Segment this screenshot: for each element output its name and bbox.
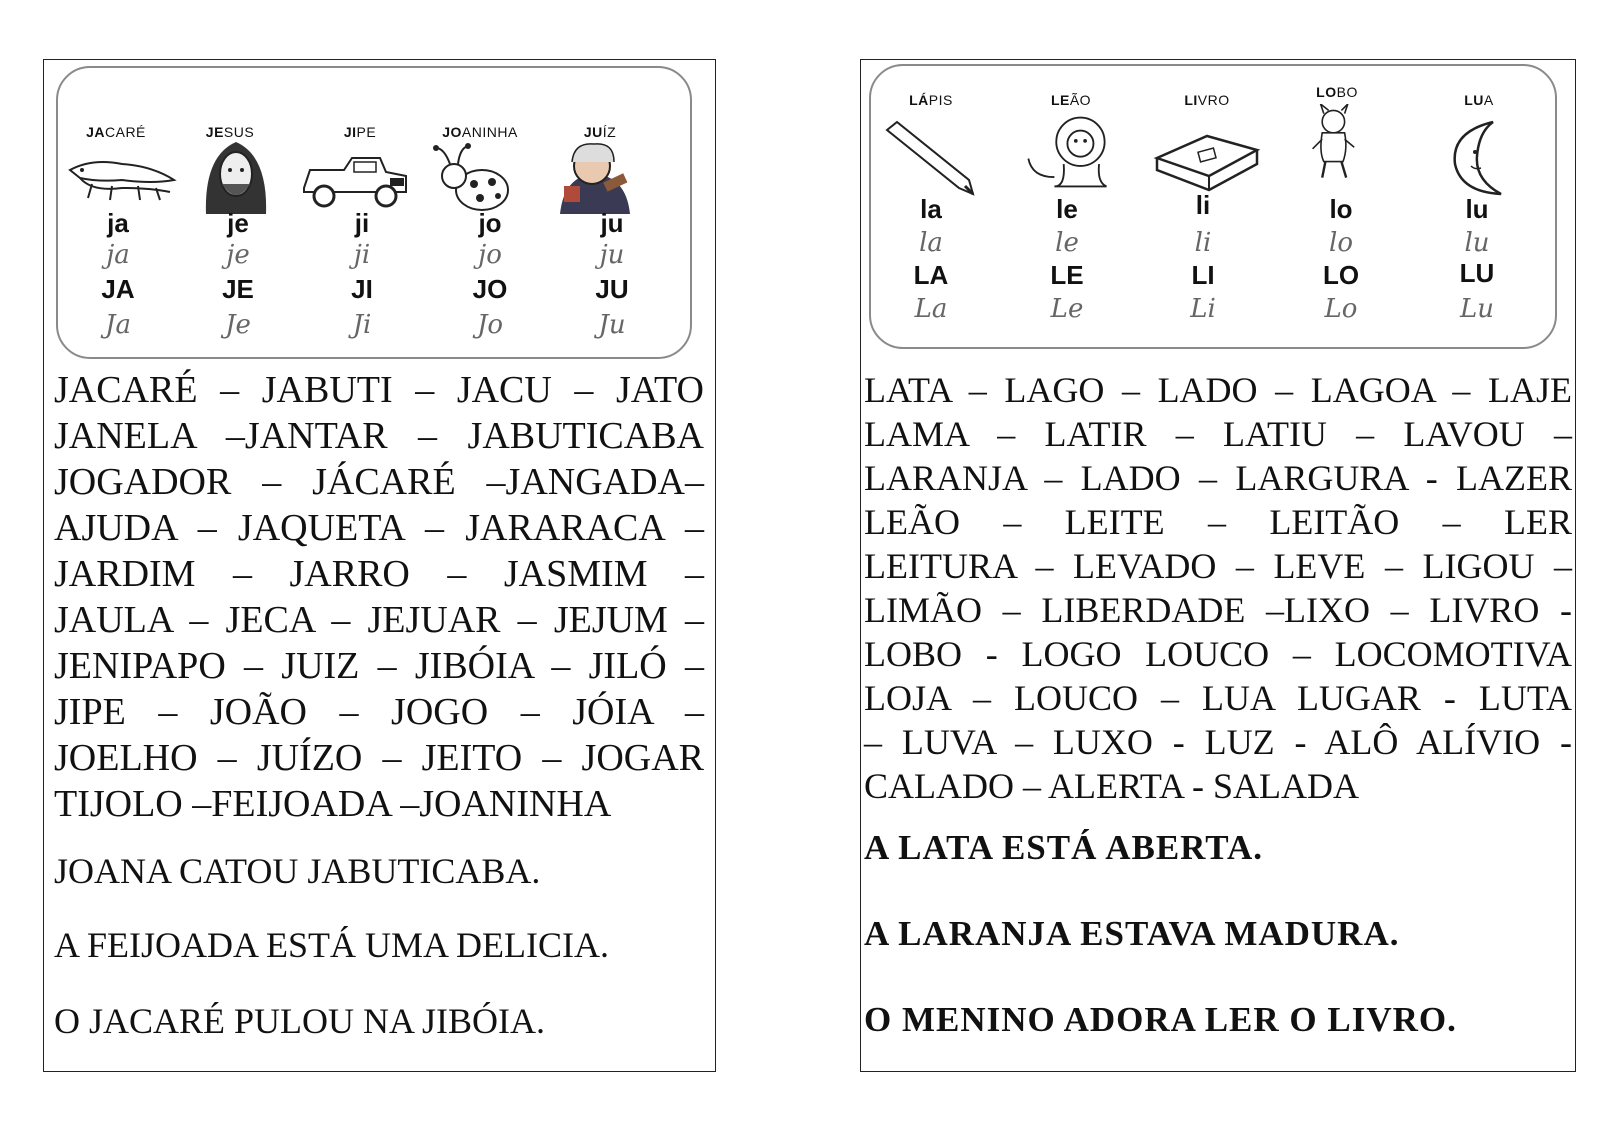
word-line: LEITURA – LEVADO – LEVE – LIGOU – — [864, 546, 1572, 586]
word-line: CALADO – ALERTA - SALADA — [864, 766, 1359, 806]
syllable-LE: LE — [1050, 260, 1084, 290]
word-line: JACARÉ – JABUTI – JACU – JATO — [54, 369, 704, 411]
syllable-ju: ju — [600, 208, 624, 238]
syllable-JO: JO — [472, 274, 508, 304]
cursive-ja: ja — [106, 240, 130, 270]
word-line: – LUVA – LUXO - LUZ - ALÔ ALÍVIO - — [864, 722, 1572, 762]
label-joaninha: JOANINHA — [442, 124, 518, 140]
syllable-LI: LI — [1191, 260, 1215, 290]
cursive-La: La — [914, 294, 948, 324]
word-list-j — [54, 367, 704, 827]
label-jesus: JESUS — [205, 124, 255, 140]
syllable-ji: ji — [354, 208, 370, 238]
word-line: LARANJA – LADO – LARGURA - LAZER — [864, 458, 1572, 498]
word-line: JOGADOR – JÁCARÉ –JANGADA– — [54, 461, 704, 503]
syllable-LO: LO — [1322, 260, 1360, 290]
label-livro: LIVRO — [1184, 92, 1230, 108]
syllable-LU: LU — [1459, 258, 1495, 288]
word-line: AJUDA – JAQUETA – JARARACA – — [54, 507, 704, 549]
word-line: LOJA – LOUCO – LUA LUGAR - LUTA — [864, 678, 1572, 718]
syllable-JU: JU — [595, 274, 629, 304]
word-line: JOELHO – JUÍZO – JEITO – JOGAR — [54, 737, 704, 779]
cursive-Lo: Lo — [1324, 294, 1358, 324]
cursive-Ju: Ju — [598, 310, 626, 340]
syllable-la: la — [920, 194, 942, 224]
word-line: JENIPAPO – JUIZ – JIBÓIA – JILÓ – — [54, 645, 704, 687]
moon-picture — [1417, 116, 1537, 196]
cursive-li: li — [1194, 228, 1212, 258]
cursive-lo: lo — [1329, 228, 1353, 258]
word-line: LAMA – LATIR – LATIU – LAVOU – — [864, 414, 1572, 454]
pencil-picture — [873, 116, 993, 196]
syllable-lo: lo — [1329, 194, 1353, 224]
left-page — [43, 59, 716, 1072]
sentence-1: A LATA ESTÁ ABERTA. — [864, 828, 1263, 867]
cursive-Le: Le — [1050, 294, 1084, 324]
cursive-jo: jo — [478, 240, 502, 270]
sentence-2: A FEIJOADA ESTÁ UMA DELICIA. — [54, 925, 610, 965]
sentence-3: O JACARÉ PULOU NA JIBÓIA. — [54, 1001, 546, 1041]
cursive-Je: Je — [225, 310, 251, 340]
syllable-JI: JI — [351, 274, 373, 304]
label-jacare: JACARÉ — [86, 124, 146, 140]
syllable-JE: JE — [222, 274, 254, 304]
word-line: LATA – LAGO – LADO – LAGOA – LAJE — [864, 370, 1572, 410]
syllable-ja: ja — [107, 208, 129, 238]
word-line: LIMÃO – LIBERDADE –LIXO – LIVRO - — [864, 590, 1572, 630]
word-line: LOBO - LOGO LOUCO – LOCOMOTIVA — [864, 634, 1572, 674]
word-line: JAULA – JECA – JEJUAR – JEJUM – — [54, 599, 704, 641]
word-list-l — [864, 368, 1572, 808]
sentence-2: A LARANJA ESTAVA MADURA. — [864, 914, 1400, 953]
word-line: JANELA –JANTAR – JABUTICABA — [54, 415, 704, 457]
syllable-jo: jo — [478, 208, 502, 238]
word-line: JIPE – JOÃO – JOGO – JÓIA – — [54, 691, 704, 733]
cursive-lu: lu — [1464, 228, 1490, 258]
lion-picture — [1013, 112, 1133, 192]
cursive-Ja: Ja — [105, 310, 131, 340]
syllable-card-j — [56, 66, 692, 359]
word-line: JARDIM – JARRO – JASMIM – — [54, 553, 704, 595]
right-page — [860, 59, 1576, 1072]
judge-picture — [534, 136, 654, 216]
syllable-JA: JA — [101, 274, 135, 304]
cursive-le: le — [1055, 228, 1079, 258]
sentence-3: O MENINO ADORA LER O LIVRO. — [864, 1000, 1457, 1039]
sentence-1: JOANA CATOU JABUTICABA. — [54, 851, 541, 891]
label-leao: LEÃO — [1050, 92, 1092, 108]
cursive-Jo: Jo — [476, 310, 504, 340]
word-line: LEÃO – LEITE – LEITÃO – LER — [864, 502, 1572, 542]
syllable-le: le — [1056, 194, 1078, 224]
word-line: TIJOLO –FEIJOADA –JOANINHA — [54, 783, 612, 825]
syllable-LA: LA — [913, 260, 949, 290]
syllable-card-l — [869, 64, 1557, 349]
cursive-la: la — [919, 228, 943, 258]
syllable-je: je — [227, 208, 249, 238]
jesus-picture — [176, 136, 296, 216]
label-juiz: JUÍZ — [583, 124, 617, 140]
cursive-Lu: Lu — [1459, 294, 1494, 324]
book-picture — [1147, 116, 1267, 196]
wolf-picture — [1275, 104, 1395, 184]
syllable-lu: lu — [1465, 194, 1489, 224]
label-lua: LUA — [1464, 92, 1494, 108]
syllable-li: li — [1195, 190, 1211, 220]
label-lapis: LÁPIS — [909, 92, 953, 108]
cursive-je: je — [226, 240, 250, 270]
cursive-ji: ji — [353, 240, 371, 270]
cursive-ju: ju — [599, 240, 625, 270]
cursive-Ji: Ji — [352, 310, 372, 340]
label-jipe: JIPE — [343, 124, 377, 140]
label-lobo: LOBO — [1316, 84, 1358, 100]
cursive-Li: Li — [1190, 294, 1216, 324]
ladybug-picture — [414, 138, 534, 218]
